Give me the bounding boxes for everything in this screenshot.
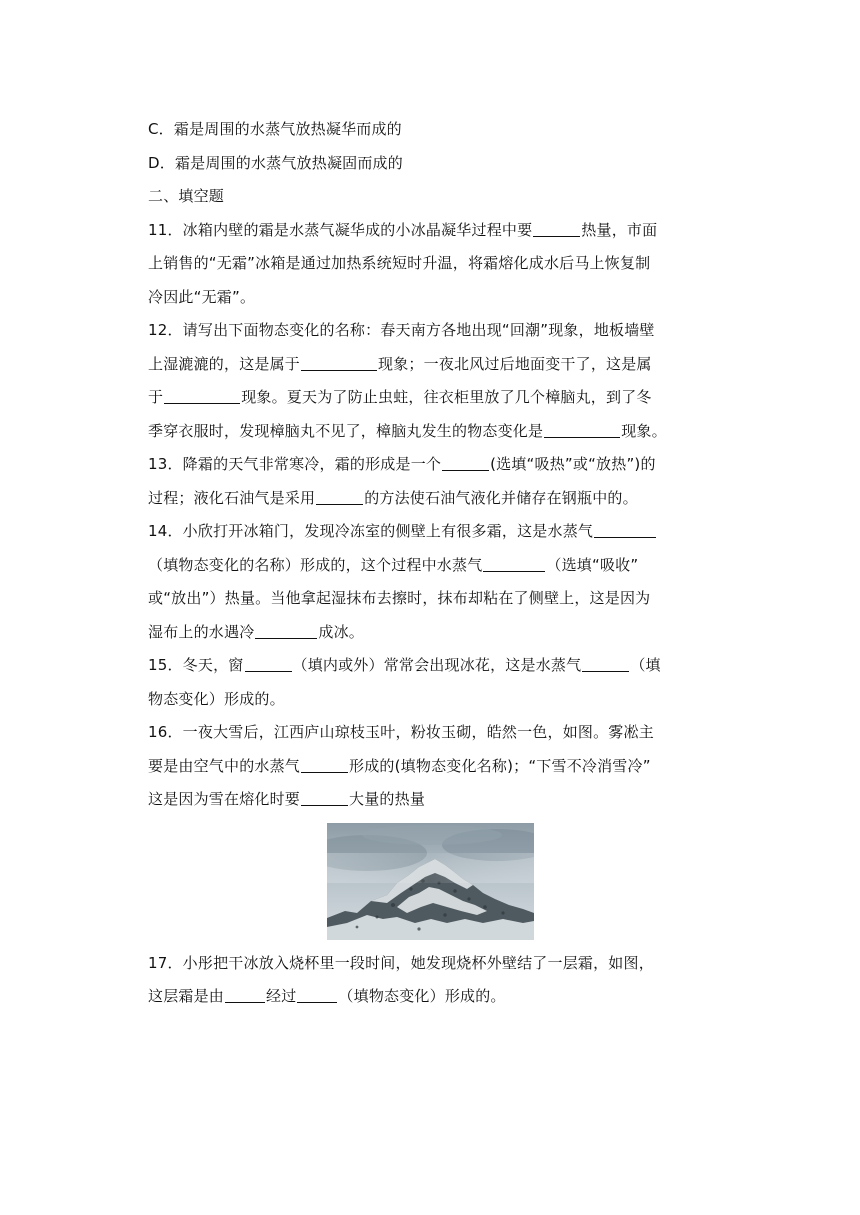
q13-line-2: 过程；液化石油气是采用 的方法使石油气液化并储存在钢瓶中的。 <box>148 482 718 516</box>
q14-line-1: 14．小欣打开冰箱门，发现冷冻室的侧壁上有很多霜，这是水蒸气 <box>148 515 718 549</box>
q12-line-2: 上湿漉漉的，这是属于 现象；一夜北风过后地面变干了，这是属 <box>148 348 718 382</box>
answer-blank[interactable] <box>582 653 629 672</box>
q17-line-2: 这层霜是由 经过 （填物态变化）形成的。 <box>148 980 718 1014</box>
answer-blank[interactable] <box>442 452 489 471</box>
answer-blank[interactable] <box>316 486 363 505</box>
answer-blank[interactable] <box>297 984 337 1003</box>
answer-blank[interactable] <box>483 553 545 572</box>
rime-mountain-photo <box>327 823 534 940</box>
q13-line-1: 13．降霜的天气非常寒冷，霜的形成是一个 (选填“吸热”或“放热”)的 <box>148 448 718 482</box>
q11-line-3: 冷因此“无霜”。 <box>148 287 256 306</box>
document-body <box>148 113 718 1014</box>
answer-blank[interactable] <box>301 754 348 773</box>
figure-container <box>148 823 718 941</box>
q14-line-3: 或“放出”）热量。当他拿起湿抹布去擦时，抹布却粘在了侧壁上，这是因为 <box>148 589 651 607</box>
option-d: D．霜是周围的水蒸气放热凝固而成的 <box>148 153 403 172</box>
q12-line-1: 12．请写出下面物态变化的名称：春天南方各地出现“回潮”现象，地板墙壁 <box>148 321 655 339</box>
answer-blank[interactable] <box>245 653 292 672</box>
q17-line-1: 17．小彤把干冰放入烧杯里一段时间，她发现烧杯外壁结了一层霜，如图， <box>148 953 654 972</box>
q14-line-4: 湿布上的水遇冷 成冰。 <box>148 616 718 650</box>
answer-blank[interactable] <box>225 984 265 1003</box>
answer-blank[interactable] <box>544 419 620 438</box>
question-15 <box>148 649 718 716</box>
question-13 <box>148 448 718 515</box>
answer-blank[interactable] <box>301 352 377 371</box>
answer-blank[interactable] <box>164 385 240 404</box>
q14-line-2: （填物态变化的名称）形成的，这个过程中水蒸气 （选填“吸收” <box>148 549 718 583</box>
question-12 <box>148 314 718 448</box>
question-14 <box>148 515 718 649</box>
question-17 <box>148 947 718 1014</box>
q15-line-1: 15．冬天，窗 （填内或外）常常会出现冰花，这是水蒸气 （填 <box>148 649 718 683</box>
option-c: C．霜是周围的水蒸气放热凝华而成的 <box>148 120 402 138</box>
q11-line-2: 上销售的“无霜”冰箱是通过加热系统短时升温，将霜熔化成水后马上恢复制 <box>148 254 651 272</box>
q11-line-1: 11．冰箱内壁的霜是水蒸气凝华成的小冰晶凝华过程中要 热量，市面 <box>148 214 718 248</box>
rime-mountain-image <box>327 823 534 940</box>
answer-blank[interactable] <box>255 620 317 639</box>
question-11 <box>148 214 718 315</box>
q12-line-3: 于 现象。夏天为了防止虫蛀，往衣柜里放了几个樟脑丸，到了冬 <box>148 381 718 415</box>
q16-line-1: 16．一夜大雪后，江西庐山琼枝玉叶，粉妆玉砌，皓然一色，如图。雾凇主 <box>148 723 654 741</box>
answer-blank[interactable] <box>594 519 656 538</box>
section-title: 二、填空题 <box>148 187 225 205</box>
question-16 <box>148 716 718 941</box>
q16-line-3: 这是因为雪在熔化时要 大量的热量 <box>148 783 718 817</box>
answer-blank[interactable] <box>533 218 580 237</box>
answer-blank[interactable] <box>301 787 348 806</box>
q15-line-2: 物态变化）形成的。 <box>148 689 285 708</box>
q12-line-4: 季穿衣服时，发现樟脑丸不见了，樟脑丸发生的物态变化是 现象。 <box>148 415 718 449</box>
q16-line-2: 要是由空气中的水蒸气 形成的(填物态变化名称)；“下雪不冷消雪冷” <box>148 750 718 784</box>
